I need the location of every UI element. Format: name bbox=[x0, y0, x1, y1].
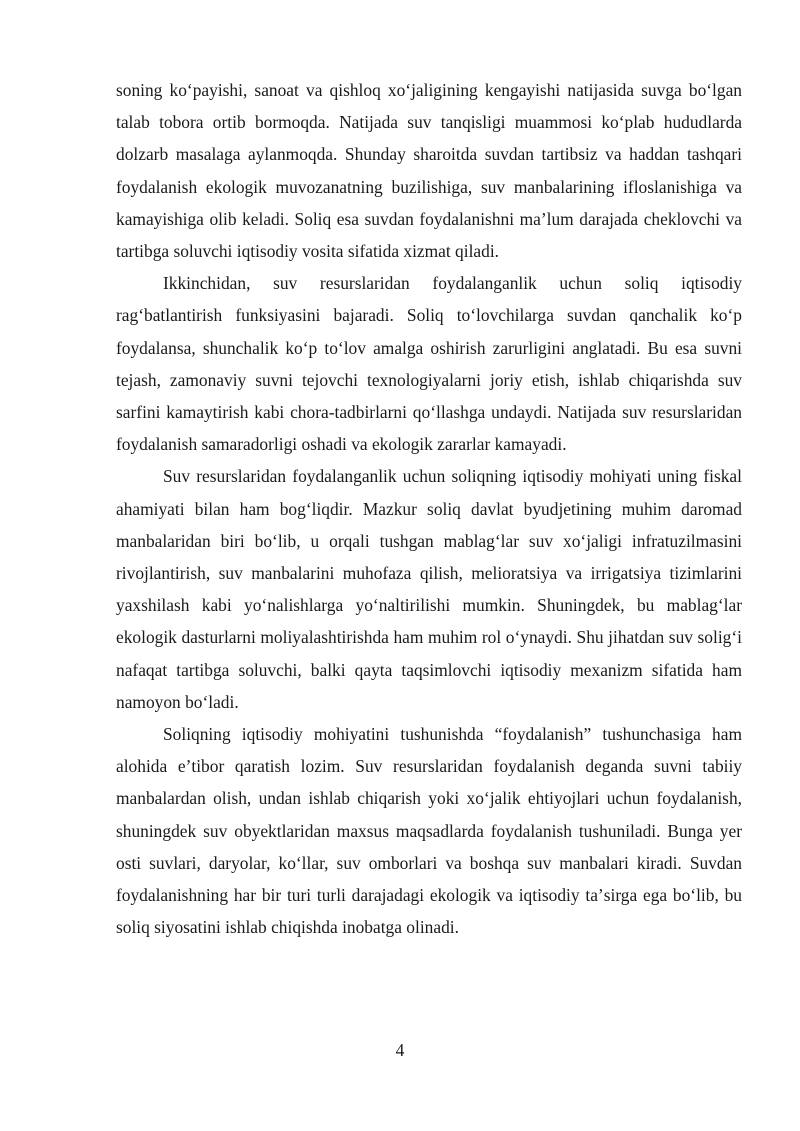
paragraph-continued: soning koʻpayishi, sanoat va qishloq xoʻjaligining kengayishi natijasida suvga boʻlgan talab tobora ortib bormoqda. Natijada suv tanqisligi muammosi koʻplab hududlarda dolzarb masalaga aylanmoqda. Shunday sharoitda suvdan tartibsiz va haddan tashqari foydalanish ekologik muvozanatning buzilishiga, suv manbalarining ifloslanishiga va kamayishiga olib keladi. Soliq esa suvdan foydalanishni maʼlum darajada cheklovchi va tartibga soluvchi iqtisodiy vosita sifatida xizmat qiladi. bbox=[116, 80, 742, 262]
paragraph-foydalanish: Soliqning iqtisodiy mohiyatini tushunishda “foydalanish” tushunchasiga ham alohida eʼtibor qaratish lozim. Suv resurslaridan foydalanish deganda suvni tabiiy manbalardan olish, undan ishlab chiqarish yoki xoʻjalik ehtiyojlari uchun foydalanish, shuningdek suv obyektlaridan maxsus maqsadlarda foydalanish tushuniladi. Bunga yer osti suvlari, daryolar, koʻllar, suv omborlari va boshqa suv manbalari kiradi. Suvdan foydalanishning har bir turi turli darajadagi ekologik va iqtisodiy taʼsirga ega boʻlib, bu soliq siyosatini ishlab chiqishda inobatga olinadi. bbox=[116, 724, 742, 938]
page-number: 4 bbox=[395, 1040, 405, 1060]
paragraph-ikkinchidan: Ikkinchidan, suv resurslaridan foydalanganlik uchun soliq iqtisodiy ragʻbatlantirish funksiyasini bajaradi. Soliq toʻlovchilarga suvdan qanchalik koʻp foydalansa, shunchalik koʻp toʻlov amalga oshirish zarurligini anglatadi. Bu esa suvni tejash, zamonaviy suvni tejovchi texnologiyalarni joriy etish, ishlab chiqarishda suv sarfini kamaytirish kabi chora-tadbirlarni qoʻllashga undaydi. Natijada suv resurslaridan foydalanish samaradorligi oshadi va ekologik zararlar kamayadi. bbox=[116, 273, 742, 455]
paragraph-fiskal: Suv resurslaridan foydalanganlik uchun soliqning iqtisodiy mohiyati uning fiskal ahamiyati bilan ham bogʻliqdir. Mazkur soliq davlat byudjetining muhim daromad manbalaridan biri boʻlib, u orqali tushgan mablagʻlar suv xoʻjaligi infratuzilmasini rivojlantirish, suv manbalarini muhofaza qilish, melioratsiya va irrigatsiya tizimlarini yaxshilash kabi yoʻnalishlarga yoʻnaltirilishi mumkin. Shuningdek, bu mablagʻlar ekologik dasturlarni moliyalashtirishda ham muhim rol oʻynaydi. Shu jihatdan suv soligʻi nafaqat tartibga soluvchi, balki qayta taqsimlovchi iqtisodiy mexanizm sifatida ham namoyon boʻladi. bbox=[116, 466, 742, 712]
body-text bbox=[116, 74, 742, 943]
